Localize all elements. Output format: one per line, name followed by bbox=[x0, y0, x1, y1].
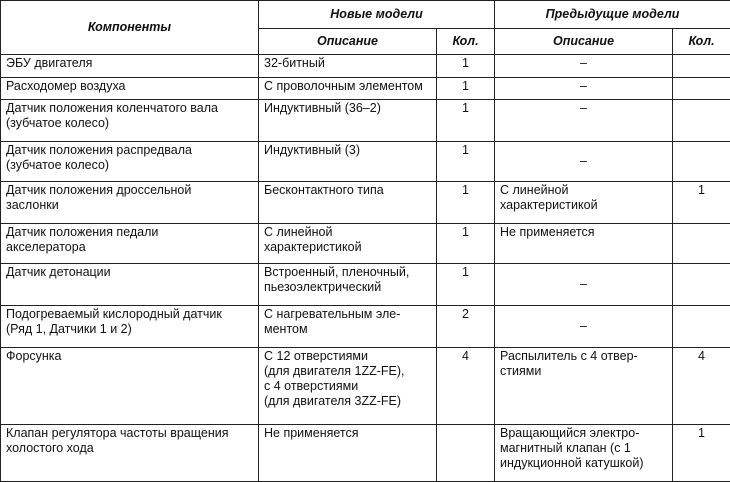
cell-new-description: 32-битный bbox=[259, 55, 437, 78]
cell-component: Расходомер воздуха bbox=[1, 77, 259, 100]
cell-prev-count bbox=[673, 263, 730, 305]
cell-component: Клапан регулятора частоты вращения холостого хода bbox=[1, 424, 259, 481]
cell-component: ЭБУ двигателя bbox=[1, 55, 259, 78]
cell-prev-count: 1 bbox=[673, 424, 730, 481]
header-row-1 bbox=[1, 1, 730, 29]
cell-prev-description: – bbox=[495, 263, 673, 305]
cell-new-description: Индуктивный (3) bbox=[259, 142, 437, 182]
cell-new-count bbox=[437, 424, 495, 481]
cell-new-count: 1 bbox=[437, 142, 495, 182]
cell-prev-count bbox=[673, 223, 730, 263]
cell-prev-description: Не применяется bbox=[495, 223, 673, 263]
cell-prev-description: Вращающийся электро- магнитный клапан (с 1 индукционной катушкой) bbox=[495, 424, 673, 481]
table-row bbox=[1, 55, 730, 78]
header-new-models: Новые модели bbox=[259, 1, 495, 29]
cell-prev-count bbox=[673, 77, 730, 100]
header-prev-models: Предыдущие модели bbox=[495, 1, 730, 29]
cell-component: Датчик детонации bbox=[1, 263, 259, 305]
table-row bbox=[1, 424, 730, 481]
cell-component: Подогреваемый кислородный датчик (Ряд 1, Датчики 1 и 2) bbox=[1, 305, 259, 347]
cell-new-description: Бесконтактного типа bbox=[259, 181, 437, 223]
cell-prev-description: – bbox=[495, 77, 673, 100]
cell-new-description: Индуктивный (36–2) bbox=[259, 100, 437, 142]
cell-component: Датчик положения распредвала (зубчатое колесо) bbox=[1, 142, 259, 182]
cell-new-count: 2 bbox=[437, 305, 495, 347]
cell-component: Датчик положения коленчатого вала (зубчатое колесо) bbox=[1, 100, 259, 142]
table-row bbox=[1, 263, 730, 305]
cell-new-count: 1 bbox=[437, 263, 495, 305]
cell-new-count: 1 bbox=[437, 223, 495, 263]
cell-prev-description: – bbox=[495, 142, 673, 182]
cell-new-count: 4 bbox=[437, 347, 495, 424]
table-row bbox=[1, 100, 730, 142]
cell-new-description: С линейной характеристикой bbox=[259, 223, 437, 263]
table-row bbox=[1, 347, 730, 424]
cell-new-description: Не применяется bbox=[259, 424, 437, 481]
header-new-description: Описание bbox=[259, 29, 437, 55]
cell-prev-count bbox=[673, 305, 730, 347]
cell-prev-description: – bbox=[495, 55, 673, 78]
cell-prev-count bbox=[673, 55, 730, 78]
cell-new-description: С 12 отверстиями (для двигателя 1ZZ-FE), с 4 отверстиями (для двигателя 3ZZ-FE) bbox=[259, 347, 437, 424]
cell-prev-count: 4 bbox=[673, 347, 730, 424]
header-new-count: Кол. bbox=[437, 29, 495, 55]
cell-new-count: 1 bbox=[437, 181, 495, 223]
cell-prev-description: С линейной характеристикой bbox=[495, 181, 673, 223]
header-components: Компоненты bbox=[1, 1, 259, 55]
table-row bbox=[1, 305, 730, 347]
cell-prev-count bbox=[673, 100, 730, 142]
cell-component: Форсунка bbox=[1, 347, 259, 424]
cell-prev-count bbox=[673, 142, 730, 182]
header-prev-description: Описание bbox=[495, 29, 673, 55]
cell-prev-description: – bbox=[495, 100, 673, 142]
cell-prev-description: – bbox=[495, 305, 673, 347]
table-row bbox=[1, 223, 730, 263]
cell-component: Датчик положения дроссельной заслонки bbox=[1, 181, 259, 223]
header-prev-count: Кол. bbox=[673, 29, 730, 55]
table-row bbox=[1, 77, 730, 100]
cell-new-count: 1 bbox=[437, 55, 495, 78]
table-row bbox=[1, 142, 730, 182]
cell-new-description: Встроенный, пленочный, пьезоэлектрический bbox=[259, 263, 437, 305]
cell-component: Датчик положения педали акселератора bbox=[1, 223, 259, 263]
cell-new-description: С проволочным элементом bbox=[259, 77, 437, 100]
cell-prev-count: 1 bbox=[673, 181, 730, 223]
cell-new-count: 1 bbox=[437, 100, 495, 142]
cell-prev-description: Распылитель с 4 отвер- стиями bbox=[495, 347, 673, 424]
cell-new-description: С нагревательным эле- ментом bbox=[259, 305, 437, 347]
table-row bbox=[1, 181, 730, 223]
cell-new-count: 1 bbox=[437, 77, 495, 100]
